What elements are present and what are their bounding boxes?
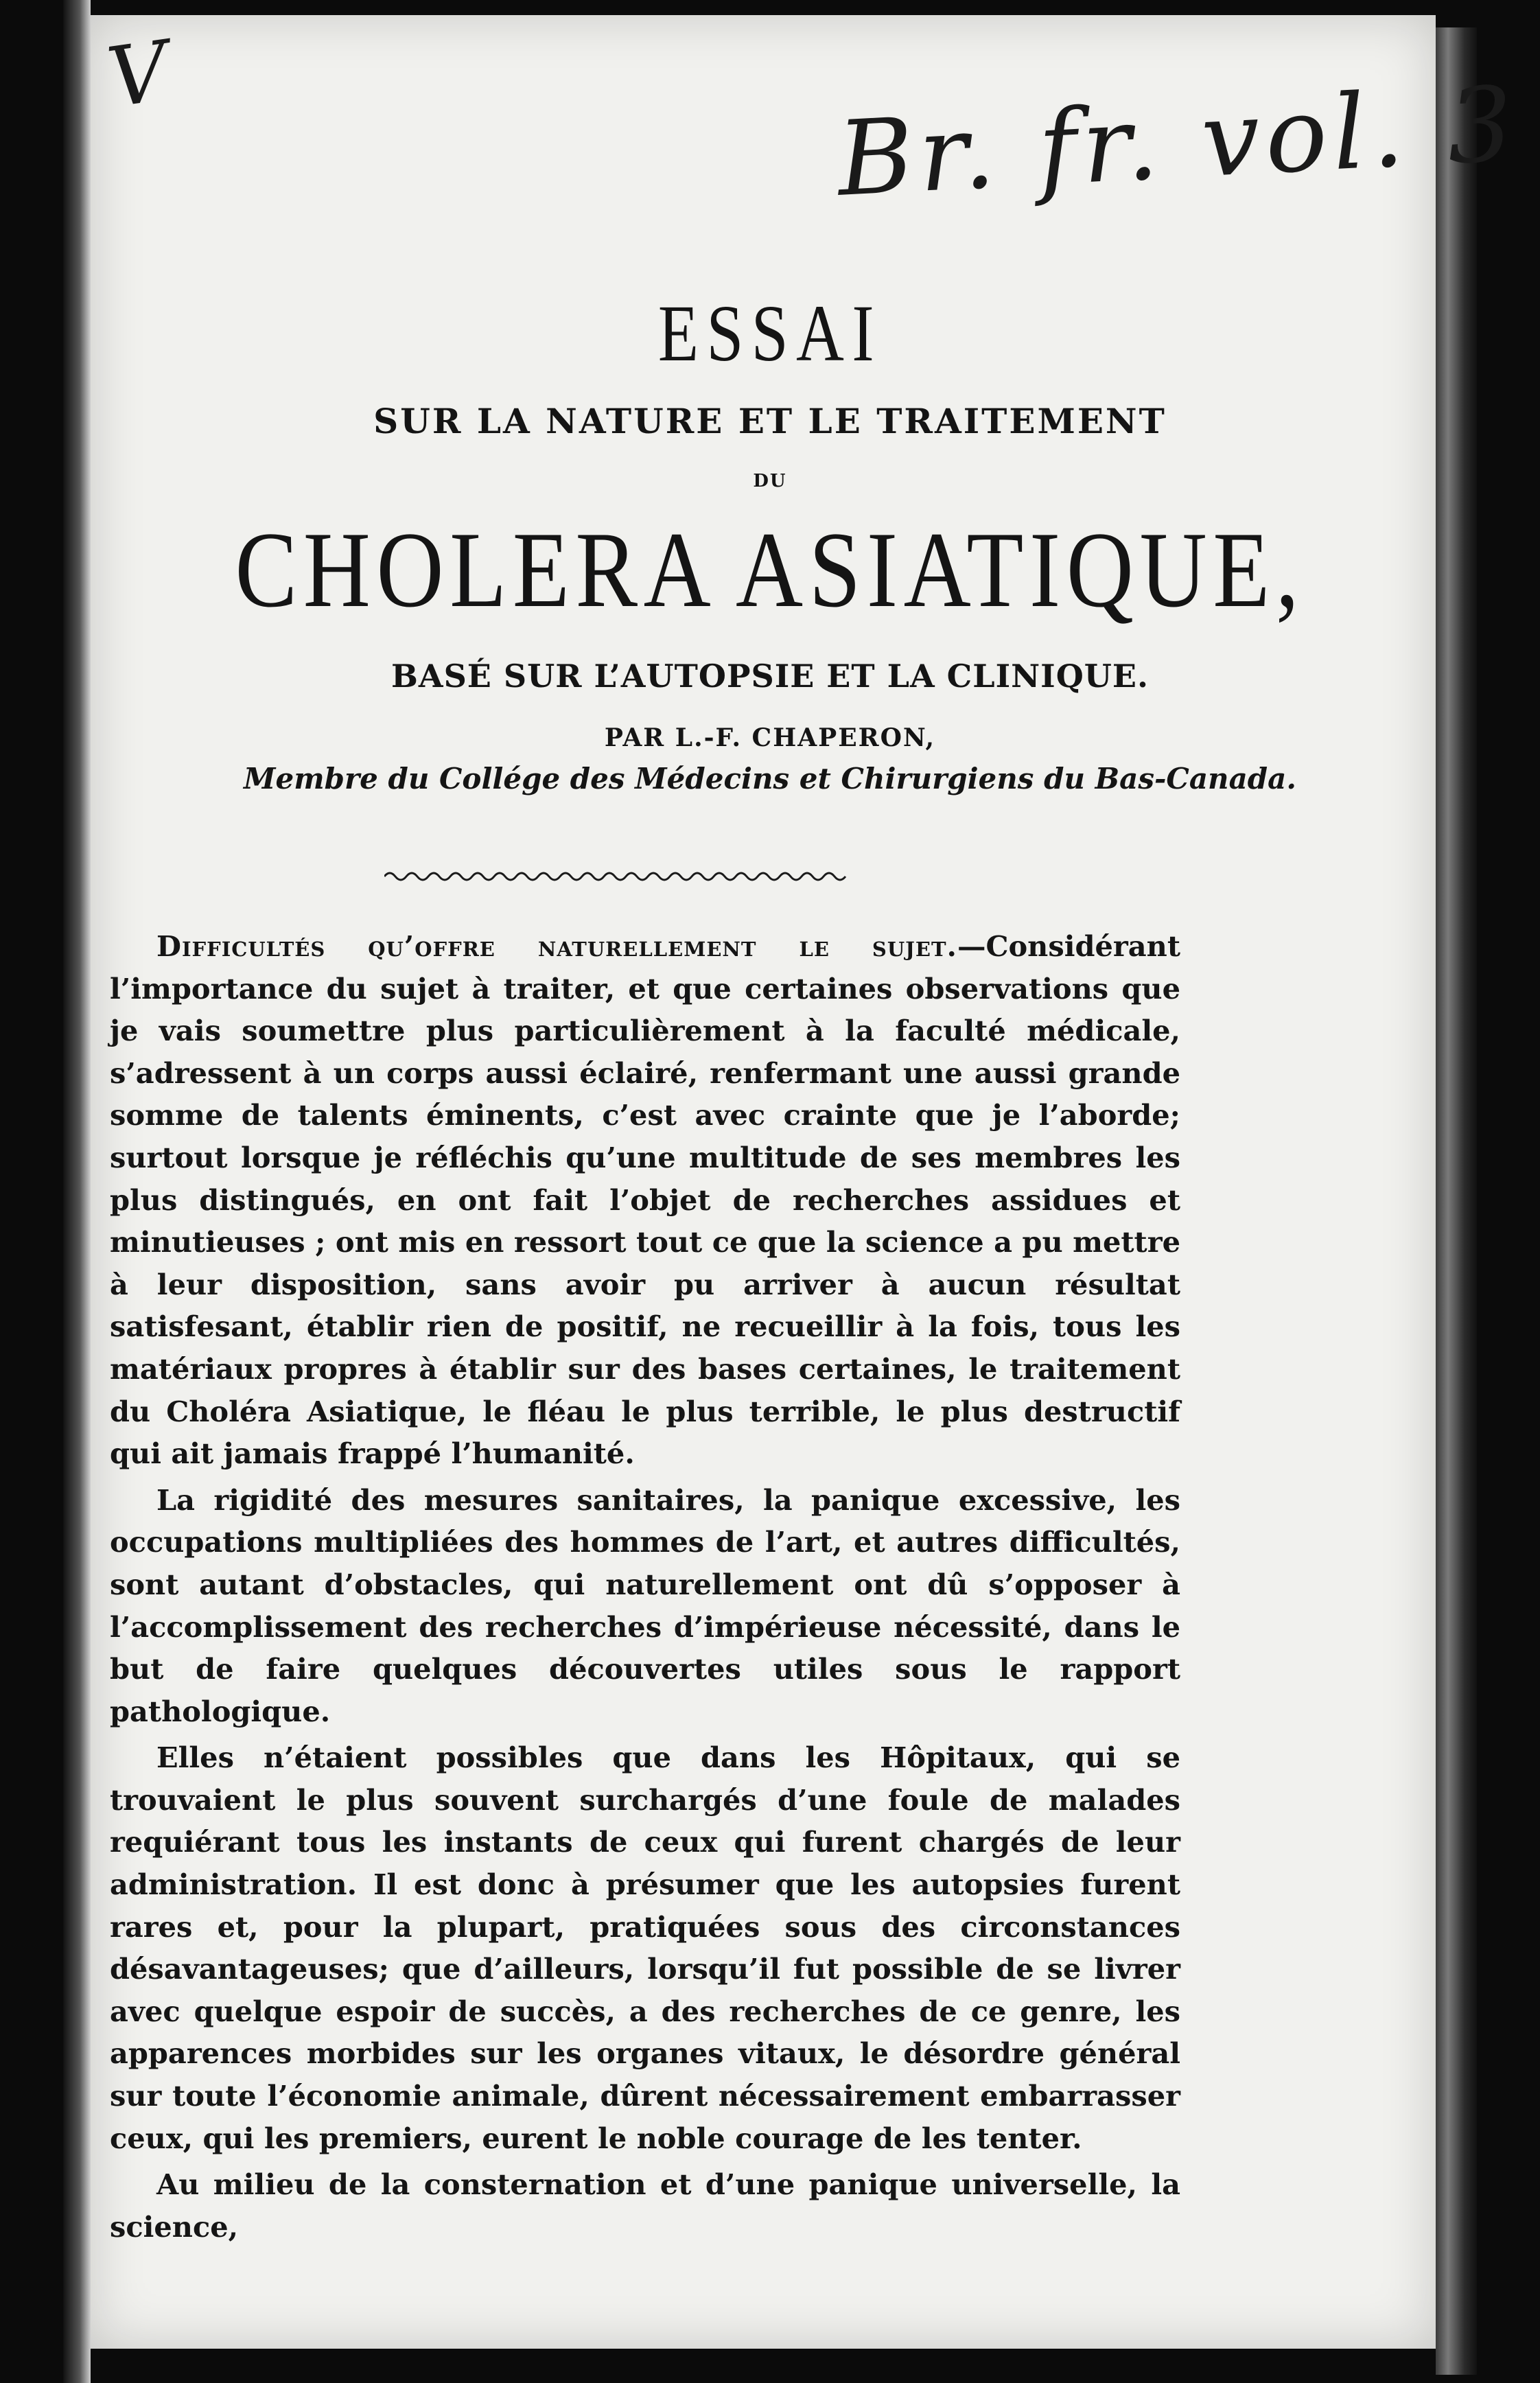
author-affiliation: Membre du Collége des Médecins et Chirurgiens du Bas-Canada. xyxy=(243,762,1296,795)
title-subtitle: SUR LA NATURE ET LE TRAITEMENT xyxy=(373,401,1167,441)
article-body xyxy=(110,925,1180,2248)
title-main: ESSAI xyxy=(657,288,883,378)
paragraph-text: —Considérant l’importance du sujet à traiter, et que certaines observations que je vais soumettre plus particulièrement à la faculté médicale, s’adressent à un corps aussi éclairé, renfermant une aussi grande somme de talents éminents, c’est avec crainte que je l’aborde; surtout lorsque je réfléchis qu’une multitude de ses membres les plus distingués, en ont fait l’objet de recherches assidues et minutieuses ; ont mis en ressort tout ce que la science a pu mettre à leur disposition, sans avoir pu arriver à aucun résultat satisfesant, établir rien de positif, ne recueillir à la fois, tous les matériaux propres à établir sur des bases certaines, le traitement du Choléra Asiatique, le fléau le plus terrible, le plus destructif qui ait jamais frappé l’humanité. xyxy=(110,929,1180,1471)
title-basis: BASÉ SUR L’AUTOPSIE ET LA CLINIQUE. xyxy=(391,658,1149,695)
book-spine xyxy=(1436,27,1477,2375)
handwritten-corner-mark: V xyxy=(102,23,174,127)
paragraph-1 xyxy=(110,925,1180,1475)
title-disease: CHOLERA ASIATIQUE, xyxy=(235,510,1305,630)
paragraph-2: La rigidité des mesures sanitaires, la panique excessive, les occupations multipliées des hommes de l’art, et autres difficultés, sont autant d’obstacles, qui naturellement ont dû s’opposer à l’accomplissement des recherches d’impérieuse nécessité, dans le but de faire quelques découvertes utiles sous le rapport pathologique. xyxy=(110,1483,1180,1728)
section-heading: Difficultés qu’offre naturellement le sujet. xyxy=(156,929,957,963)
paragraph-4: Au milieu de la consternation et d’une panique universelle, la science, xyxy=(110,2167,1180,2244)
ornamental-divider xyxy=(384,866,851,887)
title-connector: DU xyxy=(753,471,787,491)
paragraph-3: Elles n’étaient possibles que dans les Hôpitaux, qui se trouvaient le plus souvent surchargés d’une foule de malades requiérant tous les instants de ceux qui furent chargés de leur administration. Il est donc à présumer que les autopsies furent rares et, pour la plupart, pratiquées sous des circonstances désavantageuses; que d’ailleurs, lorsqu’il fut possible de se livrer avec quelque espoir de succès, a des recherches de ce genre, les apparences morbides sur les organes vitaux, le désordre général sur toute l’économie animale, dûrent nécessairement embarrasser ceux, qui les premiers, eurent le noble courage de les tenter. xyxy=(110,1741,1180,2155)
handwritten-catalog-note: Br. fr. vol. 3 xyxy=(835,65,1521,220)
author-line: PAR L.-F. CHAPERON, xyxy=(604,723,936,752)
book-left-edge xyxy=(63,0,91,2383)
